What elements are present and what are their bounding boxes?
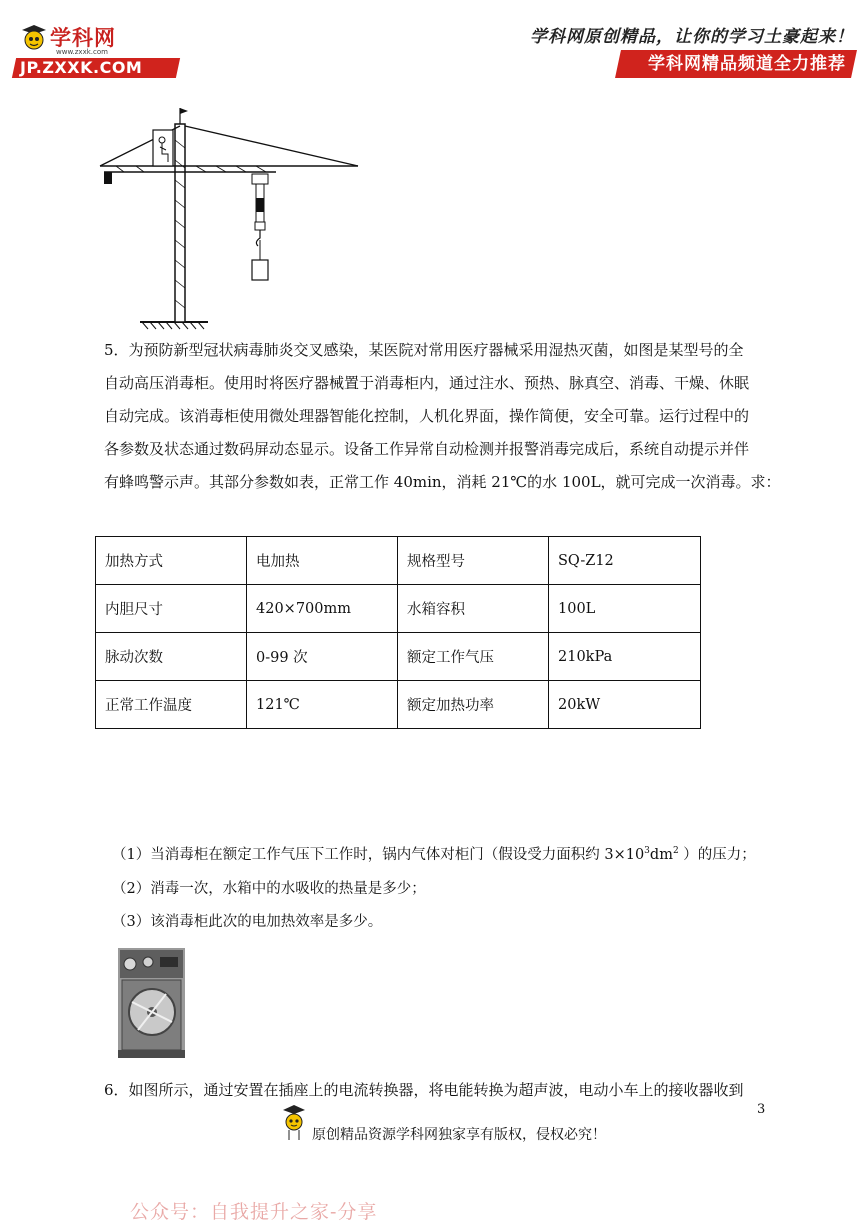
brand-name: 学科网 — [50, 26, 116, 50]
sub-question-2: （2）消毒一次，水箱中的水吸收的热量是多少； — [112, 881, 426, 897]
watermark: 公众号：自我提升之家-分享 — [130, 1201, 378, 1223]
sub-question-1-post: ）的压力； — [683, 847, 756, 863]
table-cell: 0-99 次 — [247, 633, 398, 681]
table-cell: 20kW — [549, 681, 701, 729]
copyright-notice: 原创精品资源学科网独家享有版权，侵权必究！ — [312, 1127, 606, 1143]
question-5-line: 自动高压消毒柜。使用时将医疗器械置于消毒柜内，通过注水、预热、脉真空、消毒、干燥、休眠 — [104, 374, 750, 392]
table-cell: SQ-Z12 — [549, 537, 701, 585]
header-channel: 学科网精品频道全力推荐 — [648, 54, 846, 74]
area-formula — [604, 847, 678, 863]
table-cell: 水箱容积 — [398, 585, 549, 633]
question-5-line: 有蜂鸣警示声。其部分参数如表，正常工作 40min，消耗 21℃的水 100L，就可完成一次消毒。求： — [104, 473, 781, 491]
table-cell: 420×700mm — [247, 585, 398, 633]
question-5-line: 5．为预防新型冠状病毒肺炎交叉感染，某医院对常用医疗器械采用湿热灭菌，如图是某型号的全 — [104, 341, 744, 359]
table-row — [96, 633, 701, 681]
mascot-icon — [20, 24, 48, 54]
area-formula-exponent: 3 — [644, 846, 650, 857]
sub-question-3: （3）该消毒柜此次的电加热效率是多少。 — [112, 914, 383, 930]
sub-question-1-pre: （1）当消毒柜在额定工作气压下工作时，锅内气体对柜门（假设受力面积约 — [112, 847, 600, 863]
question-6-text — [104, 1074, 764, 1107]
question-5-line: 各参数及状态通过数码屏动态显示。设备工作异常自动检测并报警消毒完成后，系统自动提示并伴 — [104, 440, 750, 458]
table-cell: 额定工作气压 — [398, 633, 549, 681]
question-6-line: 6．如图所示，通过安置在插座上的电流转换器，将电能转换为超声波，电动小车上的接收器收到 — [104, 1081, 744, 1099]
table-cell: 脉动次数 — [96, 633, 247, 681]
table-cell: 210kPa — [549, 633, 701, 681]
area-formula-base: 3×10 — [604, 847, 645, 863]
question-5-text — [104, 334, 781, 499]
table-row — [96, 681, 701, 729]
question-5-line: 自动完成。该消毒柜使用微处理器智能化控制，人机化界面，操作简便，安全可靠。运行过程中的 — [104, 407, 750, 425]
area-formula-unit: dm — [649, 847, 673, 863]
table-cell: 加热方式 — [96, 537, 247, 585]
tower-crane-figure — [96, 100, 366, 330]
brand-url-small: www.zxxk.com — [56, 48, 108, 56]
table-cell: 121℃ — [247, 681, 398, 729]
sub-question-1 — [112, 843, 756, 864]
footer-mascot-icon — [281, 1104, 307, 1144]
header-slogan: 学科网原创精品，让你的学习土豪起来！ — [530, 27, 854, 47]
brand-url: JP.ZXXK.COM — [20, 58, 143, 77]
sterilizer-photo — [118, 948, 185, 1058]
table-row — [96, 585, 701, 633]
parameter-table — [95, 536, 701, 729]
table-cell: 电加热 — [247, 537, 398, 585]
page-number: 3 — [757, 1102, 766, 1117]
table-cell: 100L — [549, 585, 701, 633]
table-cell: 内胆尺寸 — [96, 585, 247, 633]
site-logo[interactable] — [14, 20, 178, 78]
table-row — [96, 537, 701, 585]
table-cell: 额定加热功率 — [398, 681, 549, 729]
table-cell: 规格型号 — [398, 537, 549, 585]
table-cell: 正常工作温度 — [96, 681, 247, 729]
area-formula-unit-exponent: 2 — [672, 846, 679, 857]
